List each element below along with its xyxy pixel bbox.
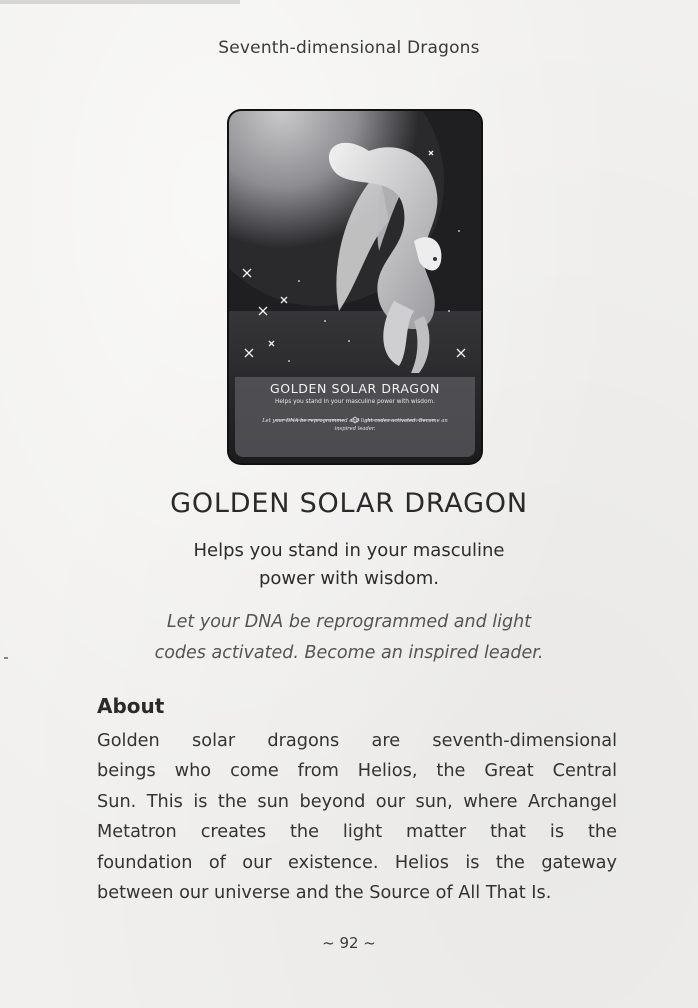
card-caption-panel [235, 377, 475, 457]
paragraph-line: beings who come from Helios, the Great Central [97, 761, 617, 782]
paragraph-line: Sun. This is the sun beyond our sun, where Archangel [97, 791, 617, 812]
card-subtitle: Helps you stand in your masculine power with wisdom. [275, 399, 435, 405]
about-paragraph [97, 726, 617, 908]
entry-subtitle-line: power with wisdom. [258, 568, 440, 589]
about-heading: About [97, 694, 165, 718]
page-number: ~ 92 ~ [322, 934, 376, 952]
card-title: GOLDEN SOLAR DRAGON [270, 381, 440, 396]
page-mark [4, 657, 8, 659]
paragraph-line: foundation of our existence. Helios is the gateway [97, 852, 617, 873]
entry-title: GOLDEN SOLAR DRAGON [170, 488, 528, 519]
entry-subtitle [149, 537, 549, 593]
ornament-divider-icon [275, 409, 435, 417]
affirmation-line: codes activated. Become an inspired leader. [154, 643, 544, 663]
paragraph-line: Golden solar dragons are seventh-dimensional [97, 731, 617, 751]
card-note: Let your DNA be reprogrammed and light codes activated. Become an inspired leader. [262, 418, 448, 432]
running-header: Seventh-dimensional Dragons [218, 38, 480, 58]
paragraph-line: between our universe and the Source of All That Is. [97, 883, 552, 904]
page-edge [0, 0, 240, 4]
affirmation-line: Let your DNA be reprogrammed and light [166, 612, 532, 632]
entry-affirmation [119, 607, 579, 669]
paragraph-line: Metatron creates the light matter that is the [97, 822, 617, 843]
entry-subtitle-line: Helps you stand in your masculine [193, 540, 505, 561]
oracle-card [229, 111, 481, 463]
